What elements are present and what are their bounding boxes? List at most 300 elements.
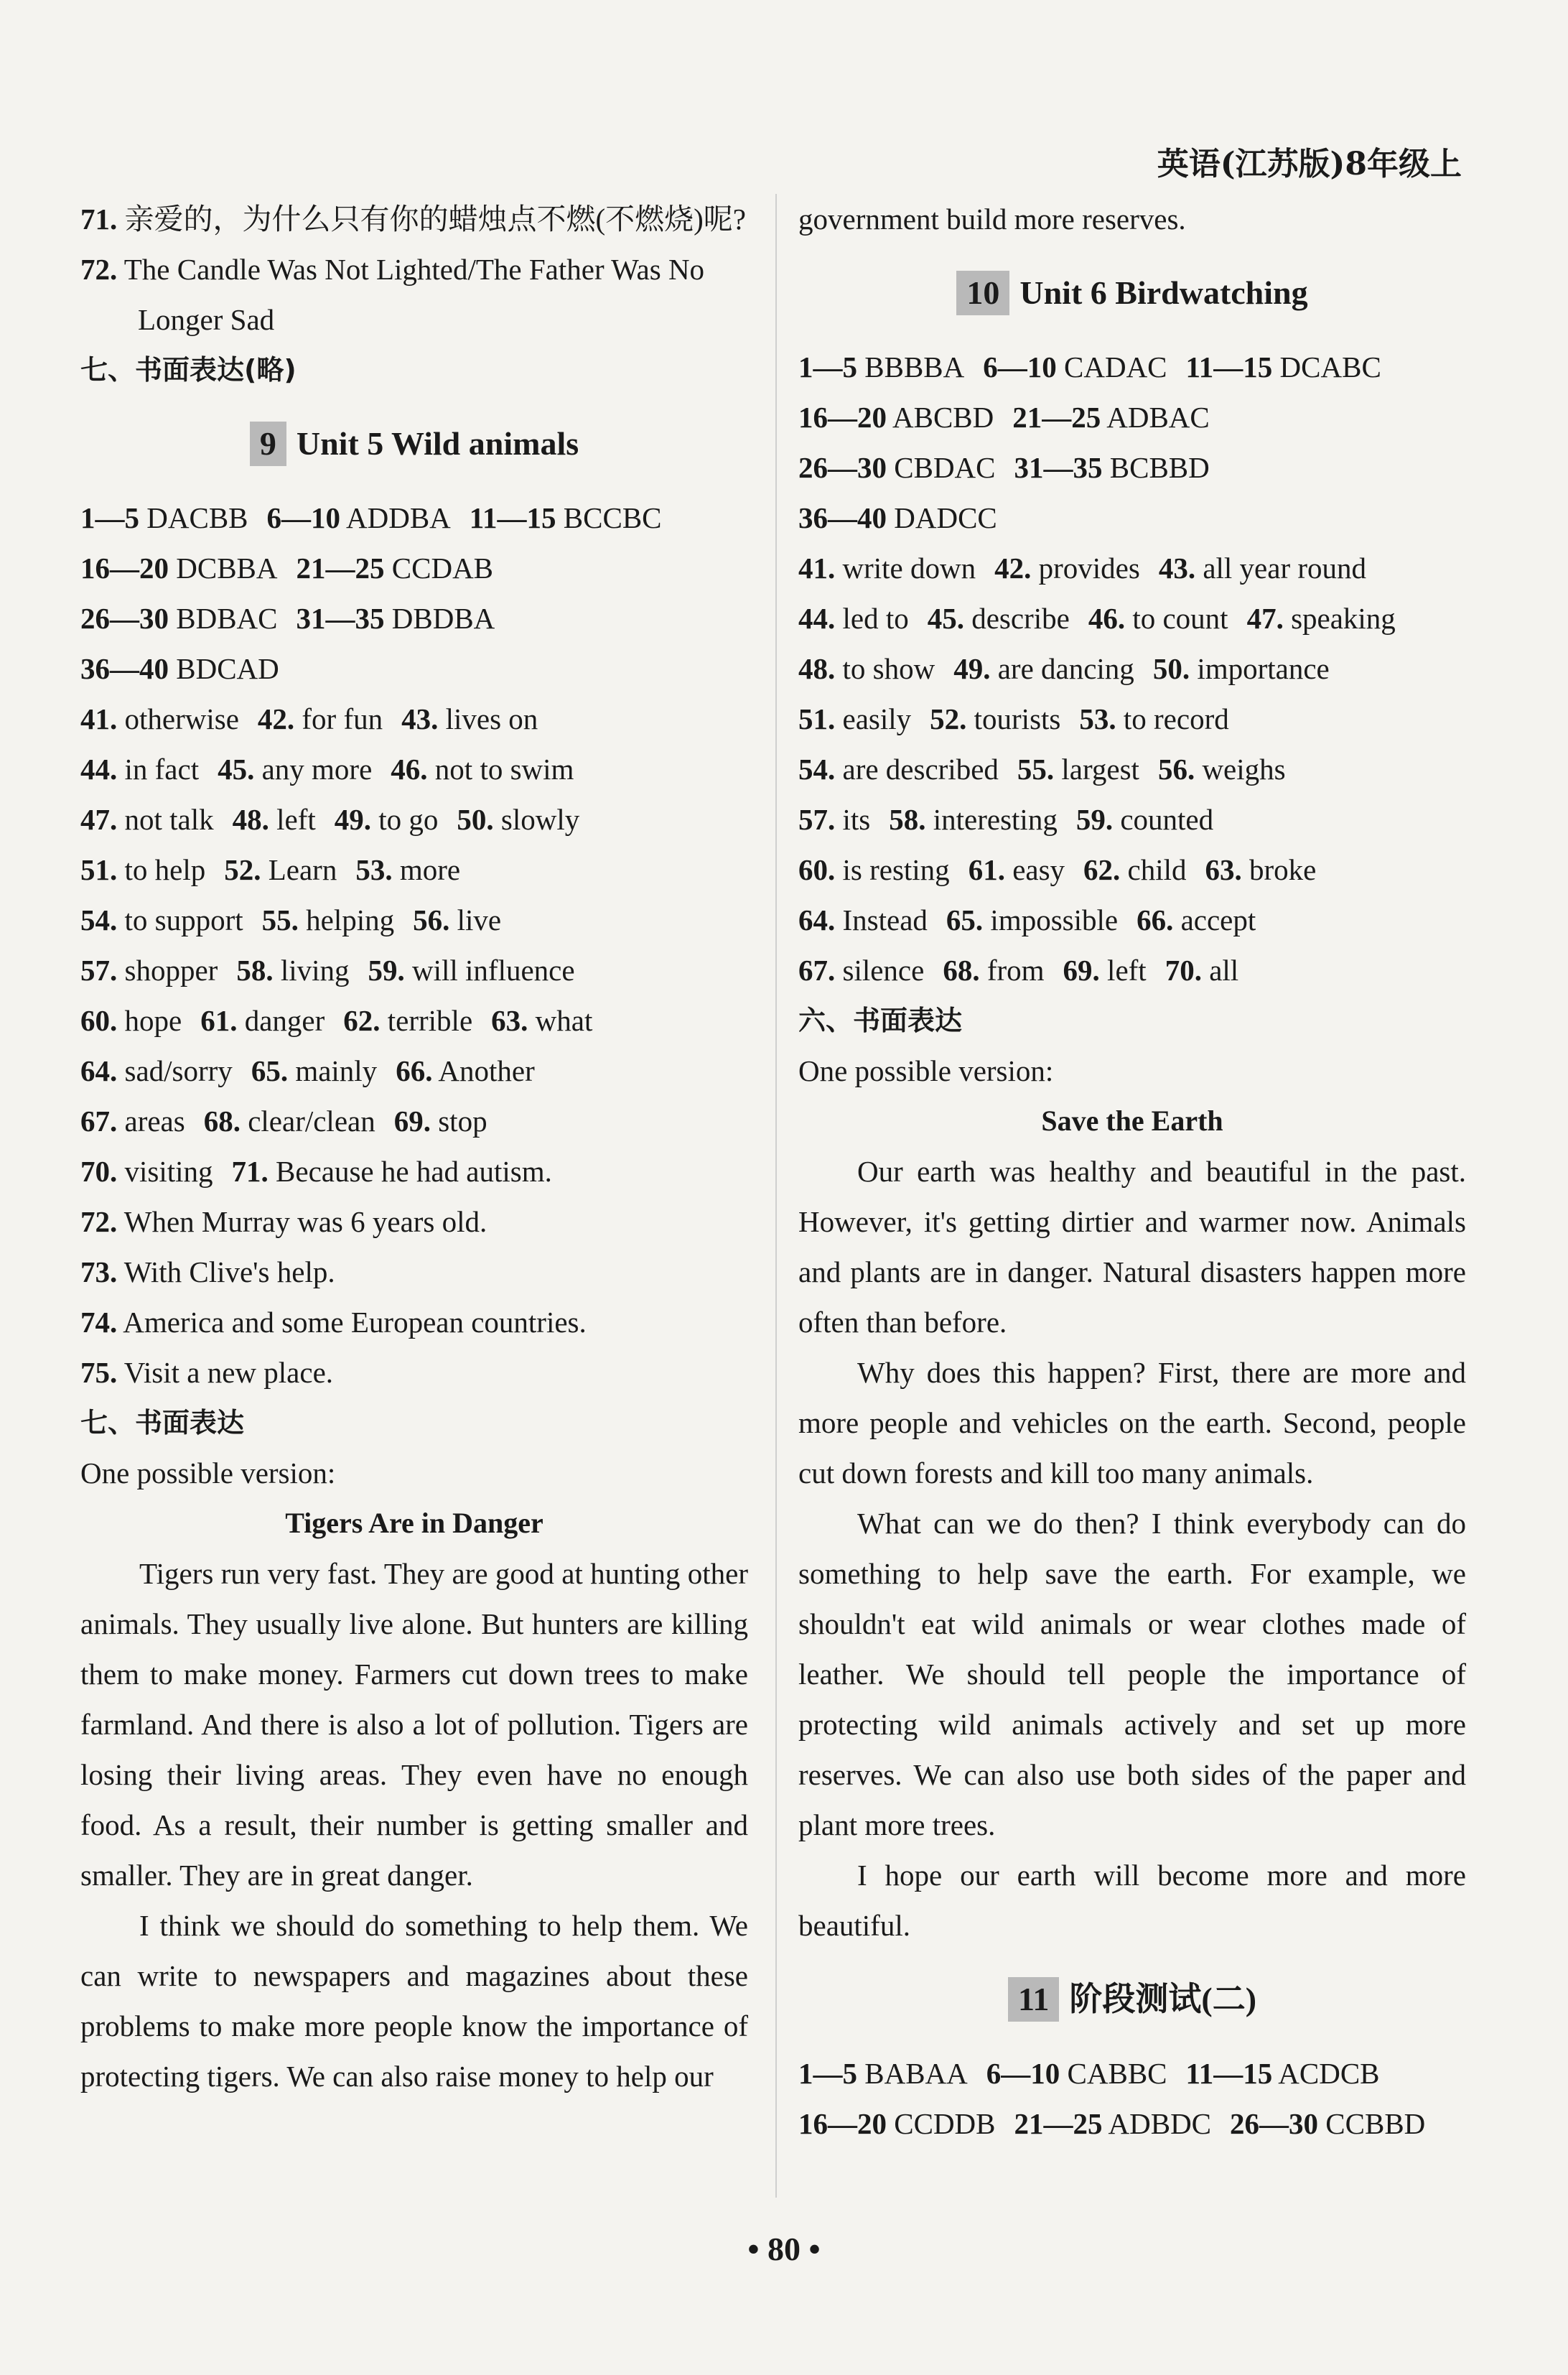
answer-number: 71. bbox=[80, 203, 118, 236]
answer-row bbox=[80, 1096, 748, 1146]
answer-number: 26—30 bbox=[80, 602, 169, 635]
answer-number: 51. bbox=[80, 853, 118, 886]
answer-item bbox=[1247, 593, 1396, 643]
answer-item bbox=[491, 995, 592, 1046]
answer-text: largest bbox=[1054, 753, 1139, 786]
answer-number: 11—15 bbox=[1185, 350, 1273, 384]
answer-item bbox=[946, 895, 1118, 945]
answer-item bbox=[1186, 342, 1381, 392]
answer-text: America and some European countries. bbox=[117, 1306, 587, 1339]
answer-row bbox=[80, 845, 748, 895]
answer-number: 16—20 bbox=[798, 2107, 887, 2140]
answer-item bbox=[80, 945, 218, 995]
answer-number: 41. bbox=[80, 702, 118, 735]
answer-item bbox=[233, 794, 316, 845]
answer-number: 66. bbox=[1137, 903, 1174, 936]
section-heading: 六、书面表达 bbox=[798, 1005, 963, 1036]
answer-number: 26—30 bbox=[1230, 2107, 1319, 2140]
answer-text: terrible bbox=[380, 1004, 473, 1037]
answer-text: ADDBA bbox=[340, 501, 451, 534]
answer-text: danger bbox=[237, 1004, 325, 1037]
multiple-choice-answers bbox=[80, 493, 748, 694]
answer-number: 48. bbox=[798, 652, 836, 685]
answer-text: DCABC bbox=[1272, 350, 1381, 384]
answer-text: otherwise bbox=[117, 702, 239, 735]
answer-text: The Candle Was Not Lighted/The Father Was No Longer Sad bbox=[123, 253, 705, 336]
answer-item bbox=[368, 945, 575, 995]
answer-row bbox=[80, 493, 748, 543]
answer-item bbox=[394, 1096, 487, 1146]
answer-row bbox=[798, 895, 1466, 945]
answer-text: CABBC bbox=[1060, 2057, 1167, 2090]
answer-number: 66. bbox=[396, 1054, 433, 1087]
answer-row bbox=[798, 643, 1466, 694]
multiple-choice-answers bbox=[798, 2048, 1466, 2149]
answer-number: 52. bbox=[930, 702, 967, 735]
answer-text: 亲爱的，为什么只有你的蜡烛点不燃(不燃烧)呢? bbox=[124, 203, 747, 236]
answer-text: all bbox=[1201, 954, 1239, 987]
answer-item bbox=[343, 995, 472, 1046]
answer-text: not to swim bbox=[427, 753, 574, 786]
answer-item bbox=[470, 493, 662, 543]
answer-row bbox=[798, 543, 1466, 593]
answer-item bbox=[80, 1146, 213, 1196]
answer-number: 41. bbox=[798, 552, 836, 585]
answer-number: 36—40 bbox=[798, 501, 887, 534]
answer-item bbox=[258, 694, 383, 744]
answer-text: ADBAC bbox=[1101, 401, 1210, 434]
answer-item bbox=[798, 543, 976, 593]
answer-text: living bbox=[273, 954, 350, 987]
answer-text: Because he had autism. bbox=[268, 1155, 552, 1188]
answer-text: lives on bbox=[438, 702, 538, 735]
answer-number: 45. bbox=[927, 602, 964, 635]
answer-text: When Murray was 6 years old. bbox=[117, 1205, 487, 1238]
answer-number: 42. bbox=[994, 552, 1032, 585]
answer-item bbox=[983, 342, 1167, 392]
answer-text: With Clive's help. bbox=[117, 1255, 335, 1288]
answer-item bbox=[391, 744, 574, 794]
answer-number: 58. bbox=[236, 954, 274, 987]
unit-title: 阶段测试(二) bbox=[1069, 1981, 1257, 2017]
answer-text: Learn bbox=[261, 853, 337, 886]
answer-row bbox=[798, 2099, 1466, 2149]
answer-item bbox=[930, 694, 1060, 744]
answer-text: child bbox=[1120, 853, 1187, 886]
answer-text: provides bbox=[1031, 552, 1140, 585]
answer-row bbox=[80, 1347, 748, 1398]
answer-number: 50. bbox=[457, 803, 494, 836]
answer-text: DBDBA bbox=[384, 602, 495, 635]
answer-text: silence bbox=[835, 954, 925, 987]
left-column bbox=[80, 194, 748, 2101]
answer-item bbox=[413, 895, 501, 945]
answer-text: left bbox=[269, 803, 316, 836]
answer-number: 43. bbox=[1158, 552, 1196, 585]
answer-row bbox=[80, 1247, 748, 1297]
answer-text: CCBBD bbox=[1318, 2107, 1426, 2140]
section-heading: 七、书面表达 bbox=[80, 1407, 245, 1439]
answer-row bbox=[80, 694, 748, 744]
answer-text: interesting bbox=[925, 803, 1058, 836]
answer-row bbox=[798, 2048, 1466, 2099]
answer-number: 11—15 bbox=[1185, 2057, 1273, 2090]
section-heading: 七、书面表达(略) bbox=[80, 354, 297, 386]
answer-item bbox=[251, 1046, 377, 1096]
answer-text: its bbox=[835, 803, 871, 836]
answer-item bbox=[80, 1297, 587, 1347]
answer-item bbox=[1205, 845, 1317, 895]
answer-item bbox=[798, 493, 997, 543]
answer-item bbox=[928, 593, 1070, 643]
answer-number: 65. bbox=[946, 903, 984, 936]
answer-item bbox=[986, 2048, 1167, 2099]
answer-item bbox=[1158, 744, 1286, 794]
answer-text: importance bbox=[1190, 652, 1330, 685]
right-column bbox=[798, 194, 1466, 2149]
answer-number: 21—25 bbox=[1012, 401, 1101, 434]
answer-item bbox=[953, 643, 1134, 694]
answer-item bbox=[1088, 593, 1228, 643]
answer-text: from bbox=[979, 954, 1045, 987]
answer-number: 48. bbox=[232, 803, 269, 836]
answer-number: 69. bbox=[393, 1105, 431, 1138]
answer-item bbox=[798, 895, 928, 945]
answer-number: 68. bbox=[203, 1105, 241, 1138]
answer-item bbox=[798, 643, 935, 694]
answer-text: BCCBC bbox=[556, 501, 662, 534]
answer-number: 65. bbox=[251, 1054, 289, 1087]
answer-number: 70. bbox=[80, 1155, 118, 1188]
unit-title: Unit 6 Birdwatching bbox=[1019, 274, 1308, 311]
answer-71 bbox=[80, 194, 748, 244]
answer-number: 62. bbox=[1083, 853, 1121, 886]
answer-item bbox=[80, 493, 248, 543]
answer-item bbox=[297, 593, 495, 643]
answer-item bbox=[80, 593, 278, 643]
answer-row bbox=[80, 794, 748, 845]
answer-number: 36—40 bbox=[80, 652, 169, 685]
answer-text: ACDCB bbox=[1272, 2057, 1380, 2090]
answer-number: 73. bbox=[80, 1255, 118, 1288]
answer-row bbox=[798, 593, 1466, 643]
answer-text: weighs bbox=[1195, 753, 1286, 786]
essay-title: Tigers Are in Danger bbox=[285, 1507, 543, 1539]
answer-item bbox=[262, 895, 394, 945]
answer-text: are described bbox=[835, 753, 999, 786]
answer-item bbox=[1014, 442, 1210, 493]
answer-text: DCBBA bbox=[169, 552, 278, 585]
answer-item bbox=[969, 845, 1065, 895]
answer-number: 44. bbox=[80, 753, 118, 786]
answer-number: 31—35 bbox=[1014, 451, 1103, 484]
answer-row bbox=[80, 593, 748, 643]
answer-number: 71. bbox=[231, 1155, 269, 1188]
answer-text: led to bbox=[835, 602, 909, 635]
answer-item bbox=[1230, 2099, 1425, 2149]
answer-text: broke bbox=[1241, 853, 1317, 886]
fill-in-answers bbox=[80, 694, 748, 1398]
answer-number: 6—10 bbox=[266, 501, 341, 534]
answer-row bbox=[80, 1146, 748, 1196]
answer-number: 6—10 bbox=[986, 2057, 1060, 2090]
essay-paragraph: Why does this happen? First, there are more and more people and vehicles on the earth. Second, people cut down forests and kill too many animals. bbox=[798, 1356, 1466, 1489]
answer-item bbox=[1017, 744, 1139, 794]
essay-paragraph: Our earth was healthy and beautiful in the past. However, it's getting dirtier and warmer now. Animals and plants are in danger. Natural disasters happen more often than before. bbox=[798, 1155, 1466, 1339]
answer-number: 1—5 bbox=[798, 2057, 857, 2090]
answer-item bbox=[457, 794, 579, 845]
answer-item bbox=[80, 794, 214, 845]
answer-text: is resting bbox=[835, 853, 950, 886]
answer-item bbox=[401, 694, 538, 744]
answer-number: 57. bbox=[798, 803, 836, 836]
answer-text: stop bbox=[430, 1105, 487, 1138]
answer-text: CCDDB bbox=[887, 2107, 996, 2140]
answer-item bbox=[396, 1046, 535, 1096]
answer-text: tourists bbox=[966, 702, 1061, 735]
answer-number: 59. bbox=[368, 954, 405, 987]
answer-number: 45. bbox=[218, 753, 255, 786]
answer-item bbox=[204, 1096, 375, 1146]
answer-item bbox=[1165, 945, 1238, 995]
answer-row bbox=[798, 342, 1466, 392]
answer-item bbox=[80, 694, 239, 744]
answer-text: DADCC bbox=[887, 501, 997, 534]
answer-number: 1—5 bbox=[798, 350, 857, 384]
answer-item bbox=[218, 744, 372, 794]
answer-number: 47. bbox=[80, 803, 118, 836]
answer-text: to show bbox=[835, 652, 935, 685]
answer-text: Another bbox=[432, 1054, 535, 1087]
answer-item bbox=[80, 845, 205, 895]
answer-text: visiting bbox=[117, 1155, 213, 1188]
answer-row bbox=[798, 794, 1466, 845]
answer-number: 61. bbox=[968, 853, 1005, 886]
answer-item bbox=[798, 794, 870, 845]
answer-number: 60. bbox=[80, 1004, 118, 1037]
answer-text: BBBBA bbox=[857, 350, 965, 384]
answer-text: to support bbox=[117, 903, 243, 936]
answer-number: 50. bbox=[1152, 652, 1190, 685]
answer-number: 47. bbox=[1246, 602, 1284, 635]
answer-text: BDCAD bbox=[169, 652, 279, 685]
answer-text: to count bbox=[1125, 602, 1228, 635]
answer-number: 68. bbox=[943, 954, 980, 987]
answer-row bbox=[798, 392, 1466, 442]
answer-item bbox=[798, 2099, 996, 2149]
answer-text: DACBB bbox=[139, 501, 248, 534]
answer-number: 69. bbox=[1063, 954, 1100, 987]
unit-heading bbox=[798, 1951, 1466, 2048]
answer-number: 64. bbox=[798, 903, 836, 936]
answer-item bbox=[994, 543, 1140, 593]
answer-text: BABAA bbox=[857, 2057, 968, 2090]
answer-number: 67. bbox=[798, 954, 836, 987]
answer-72 bbox=[80, 244, 748, 345]
answer-number: 55. bbox=[261, 903, 299, 936]
answer-number: 72. bbox=[80, 253, 118, 286]
answer-number: 21—25 bbox=[1014, 2107, 1103, 2140]
answer-number: 55. bbox=[1017, 753, 1055, 786]
continued-text: government build more reserves. bbox=[798, 203, 1186, 236]
answer-number: 46. bbox=[391, 753, 428, 786]
book-header: 英语(江苏版)8年级上 bbox=[1157, 146, 1462, 182]
answer-row bbox=[798, 694, 1466, 744]
answer-item bbox=[798, 694, 911, 744]
answer-number: 56. bbox=[1157, 753, 1195, 786]
answer-text: describe bbox=[963, 602, 1070, 635]
answer-text: impossible bbox=[983, 903, 1119, 936]
answer-number: 58. bbox=[889, 803, 926, 836]
answer-number: 16—20 bbox=[798, 401, 887, 434]
answer-number: 70. bbox=[1165, 954, 1202, 987]
answer-item bbox=[355, 845, 460, 895]
answer-number: 59. bbox=[1075, 803, 1114, 836]
answer-item bbox=[80, 744, 199, 794]
answer-row bbox=[798, 493, 1466, 543]
answer-text: all year round bbox=[1195, 552, 1366, 585]
essay-paragraph: I think we should do something to help them. We can write to newspapers and magazines about these problems to make more people know the importance of protecting tigers. We can also raise money to help our bbox=[80, 1909, 748, 2093]
answer-text: ADBDC bbox=[1102, 2107, 1212, 2140]
answer-item bbox=[335, 794, 439, 845]
answer-text: sad/sorry bbox=[117, 1054, 233, 1087]
answer-text: in fact bbox=[117, 753, 200, 786]
answer-number: 21—25 bbox=[296, 552, 385, 585]
answer-row bbox=[80, 543, 748, 593]
answer-text: BDBAC bbox=[169, 602, 278, 635]
answer-text: more bbox=[392, 853, 461, 886]
answer-text: areas bbox=[117, 1105, 185, 1138]
answer-item bbox=[798, 744, 999, 794]
answer-number: 44. bbox=[798, 602, 836, 635]
column-divider bbox=[775, 194, 777, 2198]
answer-item bbox=[1083, 845, 1186, 895]
answer-item bbox=[224, 845, 337, 895]
answer-item bbox=[80, 995, 182, 1046]
answer-item bbox=[798, 945, 924, 995]
answer-text: hope bbox=[117, 1004, 182, 1037]
answer-number: 26—30 bbox=[798, 451, 887, 484]
answer-row bbox=[80, 1046, 748, 1096]
answer-text: not talk bbox=[117, 803, 214, 836]
answer-text: easily bbox=[835, 702, 912, 735]
answer-item bbox=[236, 945, 349, 995]
unit-number-badge: 9 bbox=[250, 422, 286, 466]
answer-number: 60. bbox=[798, 853, 836, 886]
answer-item bbox=[1076, 794, 1213, 845]
essay-paragraph: I hope our earth will become more and more beautiful. bbox=[798, 1859, 1466, 1942]
unit-heading bbox=[80, 395, 748, 493]
answer-item bbox=[1186, 2048, 1380, 2099]
answer-item bbox=[1159, 543, 1366, 593]
answer-row bbox=[798, 442, 1466, 493]
answer-text: CADAC bbox=[1056, 350, 1167, 384]
answer-item bbox=[1153, 643, 1330, 694]
answer-number: 63. bbox=[1205, 853, 1242, 886]
answer-number: 54. bbox=[798, 753, 836, 786]
answer-item bbox=[297, 543, 494, 593]
answer-text: helping bbox=[298, 903, 395, 936]
answer-item bbox=[889, 794, 1058, 845]
answer-number: 56. bbox=[413, 903, 450, 936]
answer-text: slowly bbox=[493, 803, 580, 836]
answer-number: 75. bbox=[80, 1356, 118, 1389]
answer-text: counted bbox=[1113, 803, 1214, 836]
answer-item bbox=[798, 442, 996, 493]
unit-number-badge: 10 bbox=[956, 271, 1009, 315]
answer-number: 42. bbox=[257, 702, 295, 735]
answer-item bbox=[1014, 2099, 1212, 2149]
answer-number: 67. bbox=[80, 1105, 118, 1138]
answer-item bbox=[798, 845, 950, 895]
answer-item bbox=[267, 493, 451, 543]
fill-in-answers bbox=[798, 543, 1466, 995]
answer-number: 1—5 bbox=[80, 501, 139, 534]
answer-item bbox=[1079, 694, 1228, 744]
answer-number: 53. bbox=[355, 853, 393, 886]
answer-text: are dancing bbox=[990, 652, 1134, 685]
answer-item bbox=[80, 1046, 233, 1096]
answer-number: 6—10 bbox=[983, 350, 1057, 384]
answer-text: easy bbox=[1004, 853, 1065, 886]
answer-item bbox=[1012, 392, 1210, 442]
answer-number: 51. bbox=[798, 702, 836, 735]
unit-number-badge: 11 bbox=[1008, 1977, 1059, 2022]
answer-item bbox=[798, 392, 994, 442]
answer-item bbox=[80, 1096, 185, 1146]
answer-text: CBDAC bbox=[887, 451, 996, 484]
answer-number: 31—35 bbox=[296, 602, 385, 635]
version-label: One possible version: bbox=[798, 1054, 1054, 1087]
answer-number: 53. bbox=[1079, 702, 1116, 735]
answer-item bbox=[798, 2048, 968, 2099]
answer-text: CCDAB bbox=[384, 552, 494, 585]
answer-item bbox=[80, 895, 243, 945]
answer-item bbox=[80, 643, 279, 694]
answer-text: write down bbox=[835, 552, 976, 585]
answer-number: 46. bbox=[1088, 602, 1126, 635]
answer-row bbox=[80, 643, 748, 694]
answer-row bbox=[80, 895, 748, 945]
essay-paragraph: What can we do then? I think everybody can do something to help save the earth. For example, we shouldn't eat wild animals or wear clothes made of leather. We should tell people the importance of protecting wild animals actively and set up more reserves. We can also use both sides of the paper and plant more trees. bbox=[798, 1507, 1466, 1841]
answer-text: for fun bbox=[294, 702, 383, 735]
answer-row bbox=[798, 845, 1466, 895]
answer-text: mainly bbox=[288, 1054, 378, 1087]
answer-text: what bbox=[528, 1004, 593, 1037]
answer-text: accept bbox=[1173, 903, 1256, 936]
answer-item bbox=[80, 1196, 487, 1247]
answer-item bbox=[798, 342, 964, 392]
answer-number: 11—15 bbox=[469, 501, 556, 534]
answer-text: will influence bbox=[404, 954, 575, 987]
answer-row bbox=[80, 1297, 748, 1347]
answer-row bbox=[80, 945, 748, 995]
answer-number: 74. bbox=[80, 1306, 118, 1339]
answer-number: 57. bbox=[80, 954, 118, 987]
page-number: • 80 • bbox=[747, 2231, 821, 2267]
answer-item bbox=[798, 593, 909, 643]
answer-number: 52. bbox=[224, 853, 261, 886]
answer-text: shopper bbox=[117, 954, 218, 987]
answer-number: 63. bbox=[491, 1004, 528, 1037]
answer-text: Visit a new place. bbox=[117, 1356, 334, 1389]
answer-number: 49. bbox=[334, 803, 372, 836]
answer-row bbox=[798, 945, 1466, 995]
answer-text: any more bbox=[254, 753, 373, 786]
answer-number: 72. bbox=[80, 1205, 118, 1238]
answer-row bbox=[80, 995, 748, 1046]
answer-row bbox=[80, 1196, 748, 1247]
